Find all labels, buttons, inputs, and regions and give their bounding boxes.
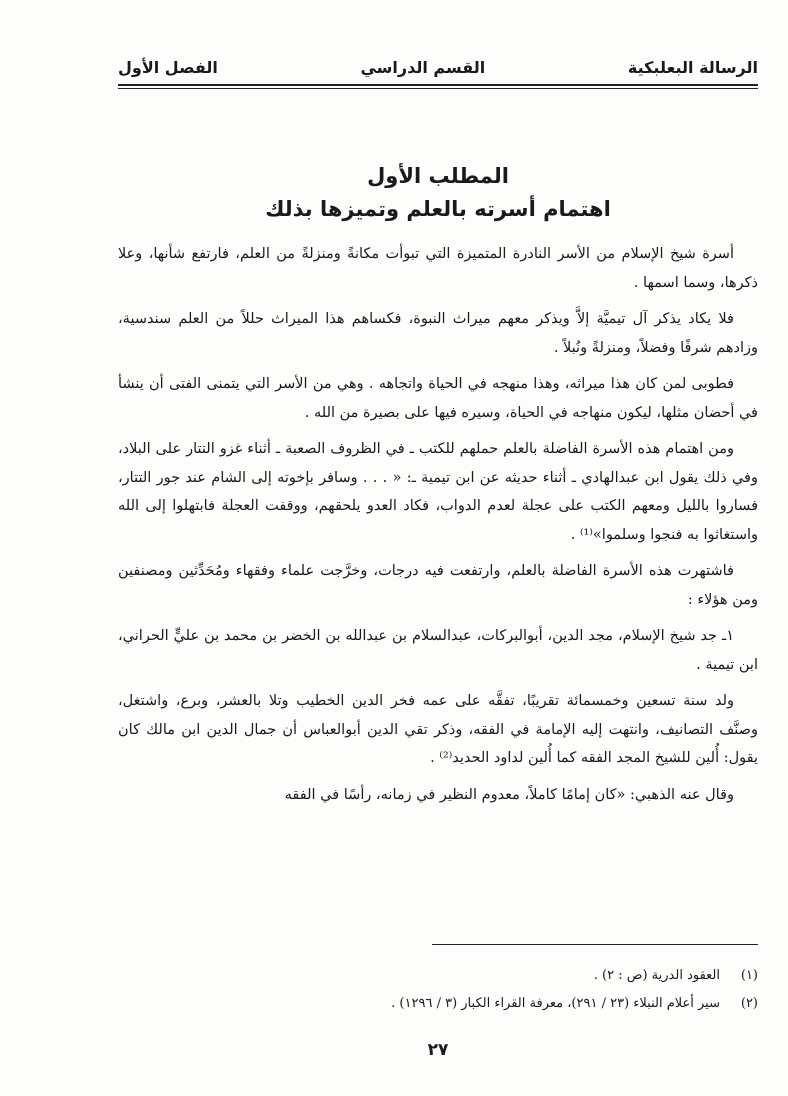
paragraph: فلا يكاد يذكر آل تيميَّة إلاَّ ويذكر معهم ميراث النبوة، فكساهم هذا الميراث حللاً من العلم سندسية، وزادهم شرفًا وفضلاً، ومنزلةً ونُبلاً .	[118, 311, 758, 356]
page-number: ٢٧	[427, 1040, 449, 1060]
footnote	[118, 962, 758, 990]
footnote-text: العقود الدرية (ص : ٢) .	[593, 968, 720, 983]
paragraph: فطوبى لمن كان هذا ميراثه، وهذا منهجه في الحياة واتجاهه . وهي من الأسر التي يتمنى الفتى أن ينشأ في أحضان مثلها، ليكون منهاجه في الحياة، وسيره فيها على بصيرة من الله .	[118, 376, 758, 421]
paragraph: فاشتهرت هذه الأسرة الفاضلة بالعلم، وارتفعت فيه درجات، وخرَّجت علماء وفقهاء ومُحَدِّثين ومصنفين ومن هؤلاء :	[118, 563, 758, 608]
paragraph: ومن اهتمام هذه الأسرة الفاضلة بالعلم حملهم للكتب ـ في الظروف الصعبة ـ أثناء غزو التتار على البلاد، وفي ذلك يقول ابن عبدالهادي ـ أثناء حديثه عن ابن تيمية ـ: « . . . وسافر بإخوته إلى الشام عند جور التتار، فساروا بالليل ومعهم الكتب على عجلة لعدم الدواب، فكاد العدو يلحقهم، ووقفت العجلة فابتهلوا إلى الله واستغاثوا به فنجوا وسلموا»⁽¹⁾ .	[118, 441, 758, 543]
header-rule-thin	[118, 88, 758, 89]
header-section: القسم الدراسي	[360, 57, 486, 77]
paragraph: أسرة شيخ الإسلام من الأسر النادرة المتميزة التي تبوأت مكانةً ومنزلةً من العلم، فارتفع شأنها، وعلا ذكرها، وسما اسمها .	[118, 246, 758, 291]
header-book-title: الرسالة البعلبكية	[627, 57, 758, 77]
paragraph: وقال عنه الذهبي: «كان إمامًا كاملاً، معدوم النظير في زمانه، رأسًا في الفقه	[284, 786, 734, 803]
section-title: اهتمام أسرته بالعلم وتميزها بذلك	[265, 197, 611, 221]
running-header	[118, 52, 758, 82]
section-label: المطلب الأول	[367, 164, 509, 188]
body-text	[118, 240, 758, 817]
paragraph: ولد سنة تسعين وخمسمائة تقريبًا، تفقَّه على عمه فخر الدين الخطيب وتلا بالعشر، وبرع، واشتغل، وصنَّف التصانيف، وانتهت إليه الإمامة في الفقه، وذكر تقي الدين أبوالعباس أن جمال الدين ابن مالك كان يقول: أُلين للشيخ المجد الفقه كما أُلين لداود الحديد⁽²⁾ .	[118, 693, 758, 766]
header-chapter: الفصل الأول	[118, 57, 218, 77]
paragraph: ١ـ جد شيخ الإسلام، مجد الدين، أبوالبركات، عبدالسلام بن عبدالله بن الخضر بن محمد بن عليٍّ الحراني، ابن تيمية .	[118, 628, 758, 673]
footnotes	[118, 962, 758, 1018]
footnote-text: سير أعلام النبلاء (٢٣ / ٢٩١)، معرفة القراء الكبار (٣ / ١٢٩٦) .	[391, 996, 720, 1011]
header-rule	[118, 84, 758, 86]
footnote-separator	[432, 944, 758, 945]
footnote	[118, 990, 758, 1018]
footnote-number: (٢)	[740, 996, 758, 1011]
footnote-number: (١)	[740, 968, 758, 983]
